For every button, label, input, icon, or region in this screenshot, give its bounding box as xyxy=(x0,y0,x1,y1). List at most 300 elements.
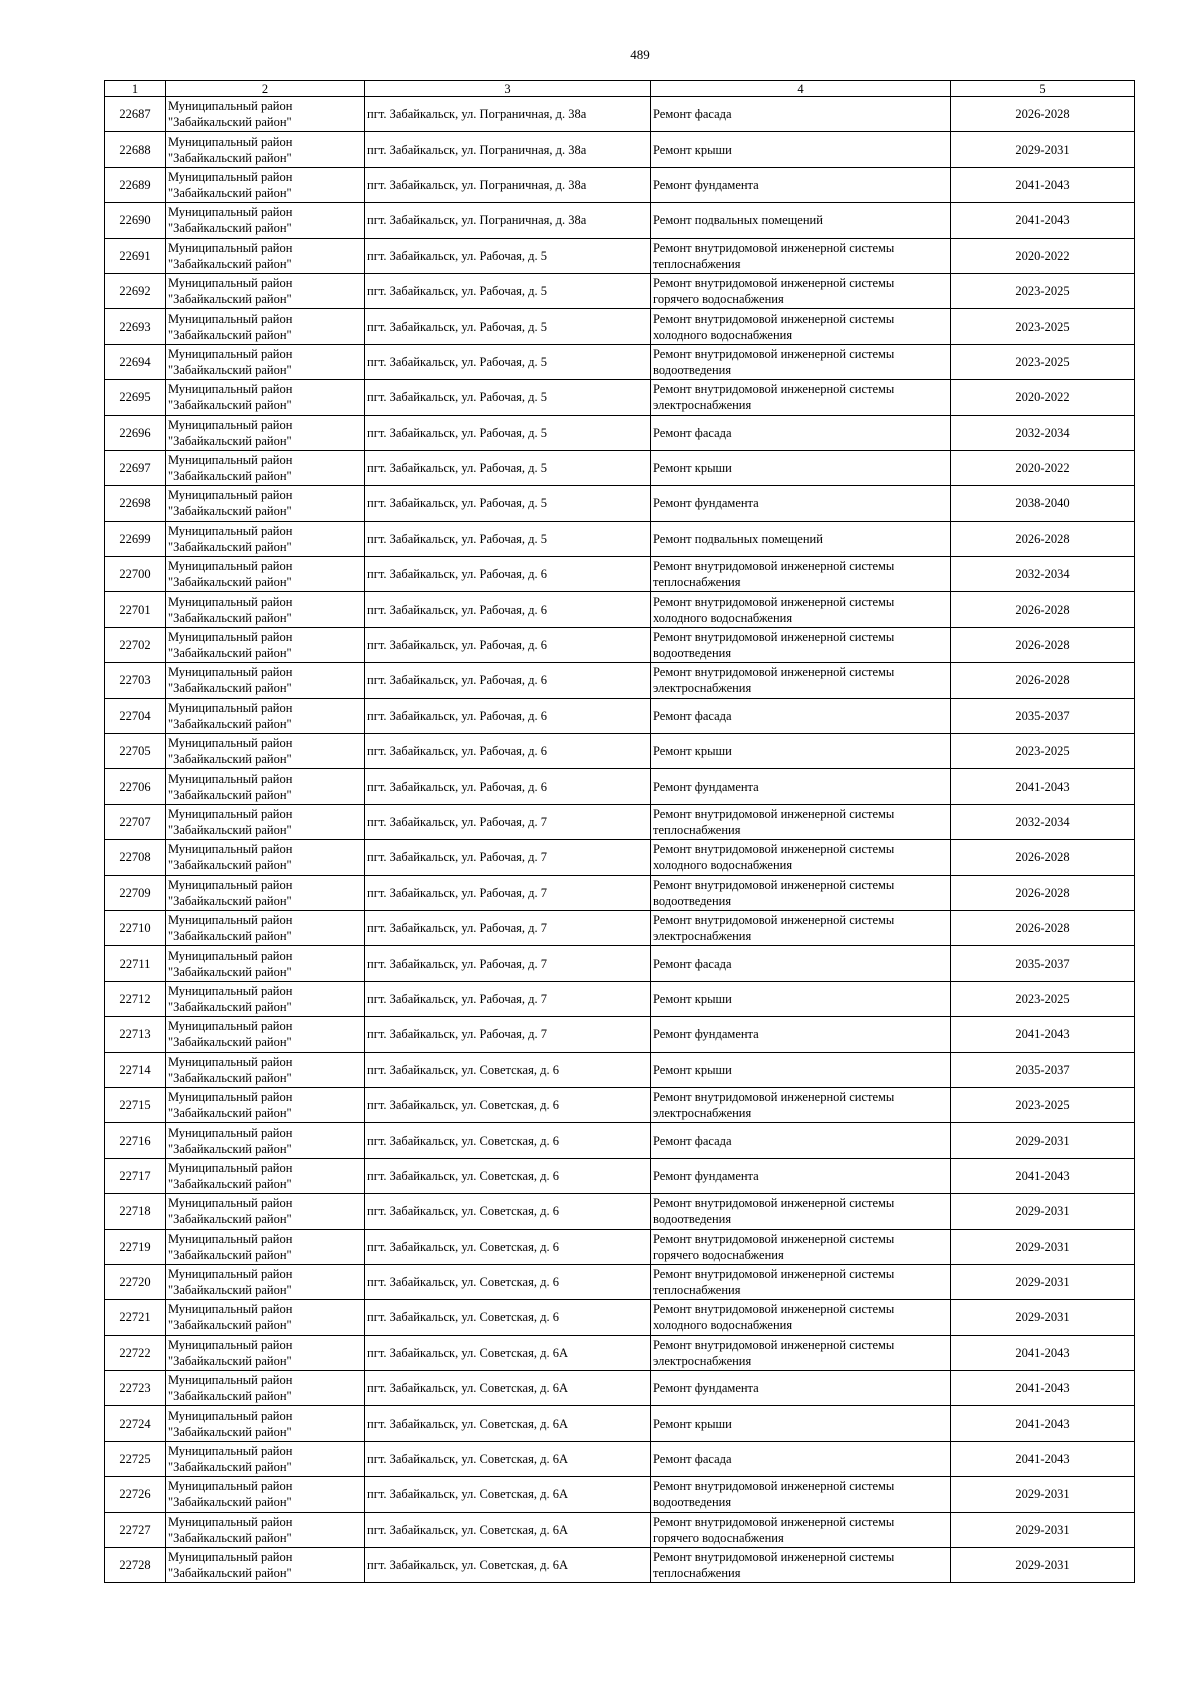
district-line-1: Муниципальный район xyxy=(168,346,293,361)
period-cell: 2026-2028 xyxy=(951,592,1135,627)
district-line-2: "Забайкальский район" xyxy=(168,1389,292,1404)
work-type-line-2: холодного водоснабжения xyxy=(653,610,793,625)
table-body xyxy=(105,97,1135,1583)
district-line-2: "Забайкальский район" xyxy=(168,610,292,625)
district-line-2: "Забайкальский район" xyxy=(168,681,292,696)
row-number-cell: 22716 xyxy=(105,1123,166,1158)
district-line-1: Муниципальный район xyxy=(168,1550,293,1565)
period-cell: 2041-2043 xyxy=(951,1441,1135,1476)
work-type-cell xyxy=(651,734,951,769)
period-cell: 2023-2025 xyxy=(951,734,1135,769)
table-row xyxy=(105,1194,1135,1229)
district-line-1: Муниципальный район xyxy=(168,488,293,503)
district-line-2: "Забайкальский район" xyxy=(168,1212,292,1227)
period-cell: 2020-2022 xyxy=(951,380,1135,415)
period-cell: 2041-2043 xyxy=(951,769,1135,804)
period-cell: 2023-2025 xyxy=(951,981,1135,1016)
district-line-2: "Забайкальский район" xyxy=(168,752,292,767)
period-cell: 2026-2028 xyxy=(951,97,1135,132)
district-line-2: "Забайкальский район" xyxy=(168,292,292,307)
table-row xyxy=(105,1229,1135,1264)
district-line-1: Муниципальный район xyxy=(168,1479,293,1494)
period-cell: 2029-2031 xyxy=(951,1229,1135,1264)
district-cell xyxy=(166,557,365,592)
district-line-2: "Забайкальский район" xyxy=(168,1318,292,1333)
work-type-cell xyxy=(651,132,951,167)
work-type-cell xyxy=(651,1087,951,1122)
work-type-line-1: Ремонт фундамента xyxy=(653,177,759,192)
table-row xyxy=(105,1335,1135,1370)
district-line-1: Муниципальный район xyxy=(168,205,293,220)
row-number-cell: 22689 xyxy=(105,167,166,202)
district-line-1: Муниципальный район xyxy=(168,1019,293,1034)
district-cell xyxy=(166,450,365,485)
district-line-2: "Забайкальский район" xyxy=(168,150,292,165)
period-cell: 2026-2028 xyxy=(951,910,1135,945)
district-cell xyxy=(166,1229,365,1264)
work-type-cell xyxy=(651,1052,951,1087)
table-row xyxy=(105,1087,1135,1122)
district-line-2: "Забайкальский район" xyxy=(168,115,292,130)
district-cell xyxy=(166,946,365,981)
address-cell: пгт. Забайкальск, ул. Рабочая, д. 6 xyxy=(365,592,651,627)
district-line-2: "Забайкальский район" xyxy=(168,646,292,661)
district-line-2: "Забайкальский район" xyxy=(168,1566,292,1581)
row-number-cell: 22720 xyxy=(105,1264,166,1299)
work-type-cell xyxy=(651,981,951,1016)
table-row xyxy=(105,1017,1135,1052)
period-cell: 2020-2022 xyxy=(951,238,1135,273)
work-type-cell xyxy=(651,1406,951,1441)
district-cell xyxy=(166,1512,365,1547)
column-header-5: 5 xyxy=(951,81,1135,97)
work-type-line-1: Ремонт фасада xyxy=(653,107,732,122)
row-number-cell: 22717 xyxy=(105,1158,166,1193)
table-row xyxy=(105,97,1135,132)
work-type-cell xyxy=(651,273,951,308)
table-row xyxy=(105,203,1135,238)
work-type-cell xyxy=(651,663,951,698)
district-cell xyxy=(166,203,365,238)
district-line-1: Муниципальный район xyxy=(168,1196,293,1211)
table-row xyxy=(105,1264,1135,1299)
work-type-line-2: теплоснабжения xyxy=(653,823,741,837)
row-number-cell: 22711 xyxy=(105,946,166,981)
district-cell xyxy=(166,1264,365,1299)
district-line-2: "Забайкальский район" xyxy=(168,221,292,236)
period-cell: 2026-2028 xyxy=(951,627,1135,662)
address-cell: пгт. Забайкальск, ул. Советская, д. 6А xyxy=(365,1406,651,1441)
district-cell xyxy=(166,309,365,344)
district-line-1: Муниципальный район xyxy=(168,382,293,397)
district-line-2: "Забайкальский район" xyxy=(168,504,292,519)
work-type-cell xyxy=(651,804,951,839)
address-cell: пгт. Забайкальск, ул. Рабочая, д. 5 xyxy=(365,486,651,521)
table-row xyxy=(105,238,1135,273)
table-row xyxy=(105,946,1135,981)
row-number-cell: 22715 xyxy=(105,1087,166,1122)
district-line-2: "Забайкальский район" xyxy=(168,362,292,377)
address-cell: пгт. Забайкальск, ул. Рабочая, д. 5 xyxy=(365,273,651,308)
period-cell: 2041-2043 xyxy=(951,1406,1135,1441)
period-cell: 2026-2028 xyxy=(951,875,1135,910)
address-cell: пгт. Забайкальск, ул. Советская, д. 6 xyxy=(365,1158,651,1193)
district-line-1: Муниципальный район xyxy=(168,983,293,998)
address-cell: пгт. Забайкальск, ул. Пограничная, д. 38а xyxy=(365,132,651,167)
work-type-cell xyxy=(651,203,951,238)
table-row xyxy=(105,167,1135,202)
work-type-line-2: теплоснабжения xyxy=(653,1283,741,1298)
district-line-2: "Забайкальский район" xyxy=(168,823,292,837)
district-line-1: Муниципальный район xyxy=(168,913,293,928)
district-cell xyxy=(166,875,365,910)
work-type-line-1: Ремонт внутридомовой инженерной системы xyxy=(653,1479,895,1494)
district-line-2: "Забайкальский район" xyxy=(168,787,292,802)
district-cell xyxy=(166,415,365,450)
district-line-2: "Забайкальский район" xyxy=(168,1070,292,1085)
period-cell: 2029-2031 xyxy=(951,1264,1135,1299)
row-number-cell: 22703 xyxy=(105,663,166,698)
period-cell: 2020-2022 xyxy=(951,450,1135,485)
work-type-line-1: Ремонт внутридомовой инженерной системы xyxy=(653,1337,895,1352)
district-line-1: Муниципальный район xyxy=(168,807,293,821)
district-line-2: "Забайкальский район" xyxy=(168,1141,292,1156)
table-row xyxy=(105,1512,1135,1547)
row-number-cell: 22728 xyxy=(105,1548,166,1583)
work-type-line-2: электроснабжения xyxy=(653,929,752,944)
district-cell xyxy=(166,1158,365,1193)
work-type-cell xyxy=(651,1229,951,1264)
district-cell xyxy=(166,1300,365,1335)
period-cell: 2029-2031 xyxy=(951,1300,1135,1335)
work-type-line-1: Ремонт внутридомовой инженерной системы xyxy=(653,665,895,680)
work-type-cell xyxy=(651,946,951,981)
table-row xyxy=(105,1406,1135,1441)
district-line-1: Муниципальный район xyxy=(168,665,293,680)
district-line-2: "Забайкальский район" xyxy=(168,433,292,448)
work-type-line-1: Ремонт крыши xyxy=(653,461,732,476)
table-row xyxy=(105,273,1135,308)
row-number-cell: 22700 xyxy=(105,557,166,592)
period-cell: 2023-2025 xyxy=(951,344,1135,379)
district-line-2: "Забайкальский район" xyxy=(168,1460,292,1475)
district-line-2: "Забайкальский район" xyxy=(168,1283,292,1298)
work-type-line-2: теплоснабжения xyxy=(653,1566,741,1581)
work-type-line-1: Ремонт фасада xyxy=(653,1133,732,1148)
work-type-line-1: Ремонт внутридомовой инженерной системы xyxy=(653,807,895,821)
district-cell xyxy=(166,1406,365,1441)
work-type-cell xyxy=(651,1548,951,1583)
district-line-1: Муниципальный район xyxy=(168,1408,293,1423)
district-line-1: Муниципальный район xyxy=(168,523,293,538)
district-cell xyxy=(166,1477,365,1512)
address-cell: пгт. Забайкальск, ул. Советская, д. 6 xyxy=(365,1087,651,1122)
district-line-1: Муниципальный район xyxy=(168,453,293,468)
district-line-1: Муниципальный район xyxy=(168,417,293,432)
district-cell xyxy=(166,273,365,308)
address-cell: пгт. Забайкальск, ул. Советская, д. 6А xyxy=(365,1441,651,1476)
work-type-line-1: Ремонт крыши xyxy=(653,991,732,1006)
address-cell: пгт. Забайкальск, ул. Советская, д. 6 xyxy=(365,1300,651,1335)
district-line-1: Муниципальный район xyxy=(168,311,293,326)
work-type-cell xyxy=(651,97,951,132)
work-type-cell xyxy=(651,840,951,875)
period-cell: 2041-2043 xyxy=(951,1335,1135,1370)
district-cell xyxy=(166,1371,365,1406)
address-cell: пгт. Забайкальск, ул. Рабочая, д. 6 xyxy=(365,557,651,592)
work-type-line-2: водоотведения xyxy=(653,362,732,377)
period-cell: 2041-2043 xyxy=(951,1371,1135,1406)
district-cell xyxy=(166,910,365,945)
district-line-1: Муниципальный район xyxy=(168,559,293,574)
page-number: 489 xyxy=(630,47,650,62)
table-row xyxy=(105,804,1135,839)
work-type-line-1: Ремонт внутридомовой инженерной системы xyxy=(653,1550,895,1565)
address-cell: пгт. Забайкальск, ул. Рабочая, д. 5 xyxy=(365,238,651,273)
address-cell: пгт. Забайкальск, ул. Рабочая, д. 6 xyxy=(365,698,651,733)
district-line-2: "Забайкальский район" xyxy=(168,858,292,873)
work-type-cell xyxy=(651,1300,951,1335)
period-cell: 2026-2028 xyxy=(951,663,1135,698)
district-line-1: Муниципальный район xyxy=(168,771,293,786)
district-line-1: Муниципальный район xyxy=(168,1337,293,1352)
column-header-2: 2 xyxy=(166,81,365,97)
address-cell: пгт. Забайкальск, ул. Рабочая, д. 6 xyxy=(365,734,651,769)
work-type-line-1: Ремонт крыши xyxy=(653,1416,732,1431)
district-line-1: Муниципальный район xyxy=(168,1125,293,1140)
work-type-line-1: Ремонт фасада xyxy=(653,1452,732,1467)
period-cell: 2023-2025 xyxy=(951,1087,1135,1122)
address-cell: пгт. Забайкальск, ул. Рабочая, д. 6 xyxy=(365,627,651,662)
work-type-cell xyxy=(651,521,951,556)
address-cell: пгт. Забайкальск, ул. Советская, д. 6 xyxy=(365,1052,651,1087)
work-type-line-2: электроснабжения xyxy=(653,1106,752,1121)
row-number-cell: 22697 xyxy=(105,450,166,485)
district-cell xyxy=(166,1087,365,1122)
table-row xyxy=(105,1477,1135,1512)
period-cell: 2029-2031 xyxy=(951,1548,1135,1583)
table-row xyxy=(105,1548,1135,1583)
district-cell xyxy=(166,592,365,627)
district-line-2: "Забайкальский район" xyxy=(168,1353,292,1368)
district-cell xyxy=(166,521,365,556)
address-cell: пгт. Забайкальск, ул. Рабочая, д. 5 xyxy=(365,344,651,379)
row-number-cell: 22722 xyxy=(105,1335,166,1370)
work-type-cell xyxy=(651,1512,951,1547)
district-line-2: "Забайкальский район" xyxy=(168,1176,292,1191)
period-cell: 2035-2037 xyxy=(951,698,1135,733)
address-cell: пгт. Забайкальск, ул. Советская, д. 6 xyxy=(365,1264,651,1299)
work-type-cell xyxy=(651,1371,951,1406)
work-type-line-1: Ремонт фундамента xyxy=(653,779,759,794)
district-line-1: Муниципальный район xyxy=(168,1267,293,1282)
work-type-line-2: теплоснабжения xyxy=(653,575,741,590)
table-row xyxy=(105,309,1135,344)
row-number-cell: 22701 xyxy=(105,592,166,627)
address-cell: пгт. Забайкальск, ул. Советская, д. 6 xyxy=(365,1229,651,1264)
work-type-cell xyxy=(651,875,951,910)
work-type-line-2: водоотведения xyxy=(653,1495,732,1510)
district-line-2: "Забайкальский район" xyxy=(168,1495,292,1510)
address-cell: пгт. Забайкальск, ул. Советская, д. 6А xyxy=(365,1512,651,1547)
work-type-line-1: Ремонт внутридомовой инженерной системы xyxy=(653,1514,895,1529)
address-cell: пгт. Забайкальск, ул. Рабочая, д. 7 xyxy=(365,875,651,910)
district-line-2: "Забайкальский район" xyxy=(168,716,292,731)
district-line-2: "Забайкальский район" xyxy=(168,1106,292,1121)
address-cell: пгт. Забайкальск, ул. Советская, д. 6А xyxy=(365,1335,651,1370)
district-line-1: Муниципальный район xyxy=(168,700,293,715)
row-number-cell: 22699 xyxy=(105,521,166,556)
district-cell xyxy=(166,132,365,167)
district-line-2: "Забайкальский район" xyxy=(168,575,292,590)
row-number-cell: 22698 xyxy=(105,486,166,521)
table-row xyxy=(105,981,1135,1016)
district-cell xyxy=(166,97,365,132)
district-cell xyxy=(166,840,365,875)
period-cell: 2038-2040 xyxy=(951,486,1135,521)
district-cell xyxy=(166,663,365,698)
table-row xyxy=(105,592,1135,627)
row-number-cell: 22693 xyxy=(105,309,166,344)
table-row xyxy=(105,875,1135,910)
work-type-cell xyxy=(651,557,951,592)
district-line-2: "Забайкальский район" xyxy=(168,539,292,554)
work-type-line-1: Ремонт внутридомовой инженерной системы xyxy=(653,1231,895,1246)
table-row xyxy=(105,698,1135,733)
district-cell xyxy=(166,1335,365,1370)
district-line-1: Муниципальный район xyxy=(168,276,293,291)
address-cell: пгт. Забайкальск, ул. Рабочая, д. 5 xyxy=(365,415,651,450)
work-type-line-1: Ремонт внутридомовой инженерной системы xyxy=(653,630,895,645)
district-line-2: "Забайкальский район" xyxy=(168,398,292,413)
work-type-cell xyxy=(651,698,951,733)
district-line-2: "Забайкальский район" xyxy=(168,256,292,271)
table-row xyxy=(105,132,1135,167)
period-cell: 2029-2031 xyxy=(951,1194,1135,1229)
period-cell: 2023-2025 xyxy=(951,309,1135,344)
work-type-line-2: водоотведения xyxy=(653,1212,732,1227)
district-cell xyxy=(166,981,365,1016)
district-cell xyxy=(166,769,365,804)
district-cell xyxy=(166,1441,365,1476)
district-line-1: Муниципальный район xyxy=(168,169,293,184)
district-line-2: "Забайкальский район" xyxy=(168,893,292,908)
address-cell: пгт. Забайкальск, ул. Пограничная, д. 38а xyxy=(365,97,651,132)
district-cell xyxy=(166,1017,365,1052)
work-type-line-2: холодного водоснабжения xyxy=(653,327,793,342)
row-number-cell: 22696 xyxy=(105,415,166,450)
table-row xyxy=(105,521,1135,556)
work-type-line-2: холодного водоснабжения xyxy=(653,1318,793,1333)
work-type-cell xyxy=(651,1158,951,1193)
district-line-1: Муниципальный район xyxy=(168,877,293,892)
district-line-1: Муниципальный район xyxy=(168,1373,293,1388)
table-row xyxy=(105,627,1135,662)
row-number-cell: 22692 xyxy=(105,273,166,308)
address-cell: пгт. Забайкальск, ул. Рабочая, д. 7 xyxy=(365,1017,651,1052)
work-type-cell xyxy=(651,486,951,521)
address-cell: пгт. Забайкальск, ул. Рабочая, д. 6 xyxy=(365,769,651,804)
address-cell: пгт. Забайкальск, ул. Рабочая, д. 6 xyxy=(365,663,651,698)
work-type-line-1: Ремонт внутридомовой инженерной системы xyxy=(653,276,895,291)
row-number-cell: 22726 xyxy=(105,1477,166,1512)
district-line-2: "Забайкальский район" xyxy=(168,469,292,484)
period-cell: 2029-2031 xyxy=(951,1477,1135,1512)
period-cell: 2026-2028 xyxy=(951,840,1135,875)
district-cell xyxy=(166,1052,365,1087)
address-cell: пгт. Забайкальск, ул. Рабочая, д. 5 xyxy=(365,309,651,344)
address-cell: пгт. Забайкальск, ул. Рабочая, д. 7 xyxy=(365,910,651,945)
period-cell: 2029-2031 xyxy=(951,1512,1135,1547)
table-row xyxy=(105,380,1135,415)
row-number-cell: 22694 xyxy=(105,344,166,379)
work-type-line-1: Ремонт внутридомовой инженерной системы xyxy=(653,346,895,361)
address-cell: пгт. Забайкальск, ул. Советская, д. 6А xyxy=(365,1371,651,1406)
work-type-line-1: Ремонт фасада xyxy=(653,425,732,440)
district-cell xyxy=(166,344,365,379)
work-type-cell xyxy=(651,1123,951,1158)
address-cell: пгт. Забайкальск, ул. Советская, д. 6 xyxy=(365,1123,651,1158)
district-line-2: "Забайкальский район" xyxy=(168,999,292,1014)
column-header-1: 1 xyxy=(105,81,166,97)
district-line-1: Муниципальный район xyxy=(168,134,293,149)
district-line-1: Муниципальный район xyxy=(168,1160,293,1175)
work-type-line-1: Ремонт подвальных помещений xyxy=(653,213,823,228)
work-type-line-2: горячего водоснабжения xyxy=(653,1530,784,1545)
row-number-cell: 22695 xyxy=(105,380,166,415)
row-number-cell: 22691 xyxy=(105,238,166,273)
row-number-cell: 22687 xyxy=(105,97,166,132)
work-type-line-1: Ремонт фасада xyxy=(653,956,732,971)
district-cell xyxy=(166,238,365,273)
district-cell xyxy=(166,804,365,839)
district-cell xyxy=(166,1123,365,1158)
work-type-line-1: Ремонт крыши xyxy=(653,1062,732,1077)
district-cell xyxy=(166,1548,365,1583)
district-line-2: "Забайкальский район" xyxy=(168,185,292,200)
district-line-2: "Забайкальский район" xyxy=(168,964,292,979)
row-number-cell: 22710 xyxy=(105,910,166,945)
address-cell: пгт. Забайкальск, ул. Рабочая, д. 5 xyxy=(365,450,651,485)
district-line-2: "Забайкальский район" xyxy=(168,327,292,342)
row-number-cell: 22705 xyxy=(105,734,166,769)
address-cell: пгт. Забайкальск, ул. Советская, д. 6А xyxy=(365,1548,651,1583)
row-number-cell: 22724 xyxy=(105,1406,166,1441)
table-row xyxy=(105,1052,1135,1087)
address-cell: пгт. Забайкальск, ул. Рабочая, д. 7 xyxy=(365,804,651,839)
table-row xyxy=(105,1371,1135,1406)
address-cell: пгт. Забайкальск, ул. Рабочая, д. 7 xyxy=(365,981,651,1016)
district-line-1: Муниципальный район xyxy=(168,1231,293,1246)
address-cell: пгт. Забайкальск, ул. Советская, д. 6 xyxy=(365,1194,651,1229)
row-number-cell: 22714 xyxy=(105,1052,166,1087)
work-type-cell xyxy=(651,1017,951,1052)
row-number-cell: 22712 xyxy=(105,981,166,1016)
work-type-line-1: Ремонт внутридомовой инженерной системы xyxy=(653,877,895,892)
table-row xyxy=(105,1123,1135,1158)
work-type-line-1: Ремонт фундамента xyxy=(653,1027,759,1042)
district-line-2: "Забайкальский район" xyxy=(168,1035,292,1050)
district-line-1: Муниципальный район xyxy=(168,240,293,255)
row-number-cell: 22713 xyxy=(105,1017,166,1052)
address-cell: пгт. Забайкальск, ул. Рабочая, д. 5 xyxy=(365,380,651,415)
work-type-cell xyxy=(651,167,951,202)
district-cell xyxy=(166,698,365,733)
work-type-cell xyxy=(651,1264,951,1299)
work-type-line-2: электроснабжения xyxy=(653,1353,752,1368)
district-line-1: Муниципальный район xyxy=(168,1054,293,1069)
work-type-cell xyxy=(651,1335,951,1370)
